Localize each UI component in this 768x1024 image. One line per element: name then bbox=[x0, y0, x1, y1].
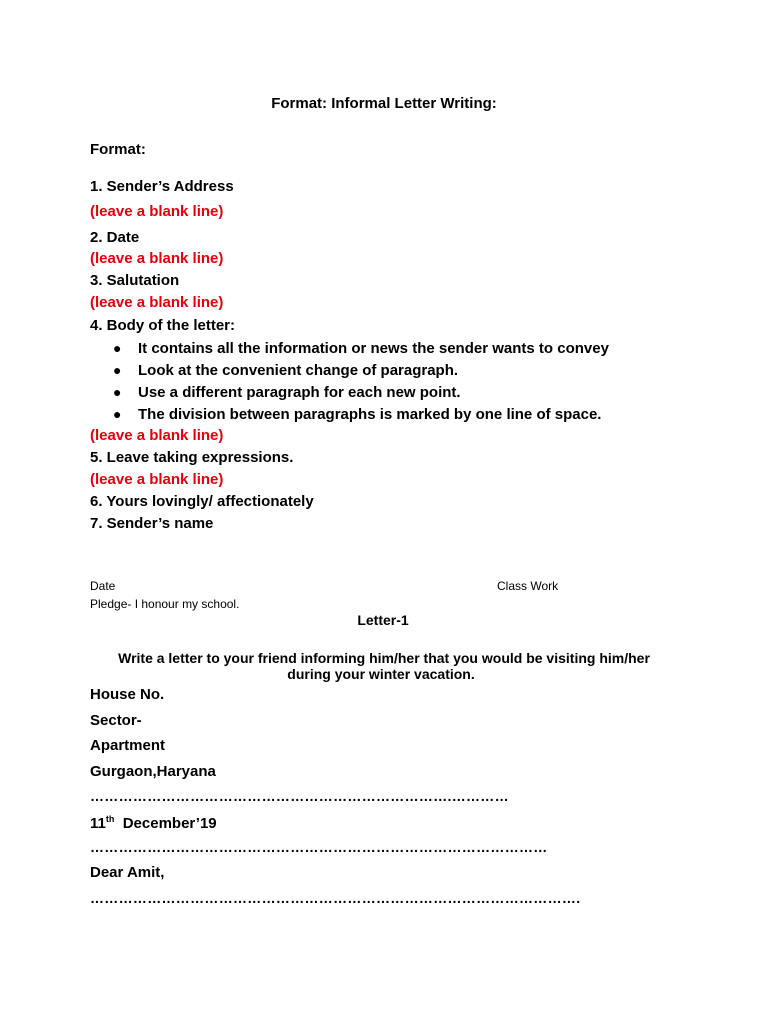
pledge-text: Pledge- I honour my school. bbox=[90, 597, 240, 611]
address-line: House No. bbox=[90, 686, 165, 703]
dotted-line: …………………………………………………………………………………………. bbox=[90, 891, 581, 905]
step-date: 2. Date bbox=[90, 229, 140, 246]
blank-line-note: (leave a blank line) bbox=[90, 294, 224, 311]
step-body-of-letter: 4. Body of the letter: bbox=[90, 317, 236, 334]
blank-line-note: (leave a blank line) bbox=[90, 471, 224, 488]
date-month-year: December’19 bbox=[122, 815, 217, 832]
blank-line-note: (leave a blank line) bbox=[90, 203, 224, 220]
bullet-dot-icon: ● bbox=[113, 406, 122, 422]
bullet-dot-icon: ● bbox=[113, 384, 122, 400]
dotted-line: …………………………………………………………………………………… bbox=[90, 840, 548, 854]
bullet-text: It contains all the information or news the sender wants to convey bbox=[138, 340, 609, 357]
address-line: Apartment bbox=[90, 737, 166, 754]
address-line: Sector- bbox=[90, 712, 142, 729]
page-title: Format: Informal Letter Writing: bbox=[271, 95, 497, 112]
class-work-label: Class Work bbox=[497, 579, 559, 593]
address-line: Gurgaon,Haryana bbox=[90, 763, 216, 780]
format-heading: Format: bbox=[90, 141, 146, 158]
date-label: Date bbox=[90, 579, 116, 593]
step-leave-taking: 5. Leave taking expressions. bbox=[90, 449, 294, 466]
letter-date bbox=[90, 815, 217, 831]
step-senders-address: 1. Sender’s Address bbox=[90, 178, 234, 195]
step-yours-lovingly: 6. Yours lovingly/ affectionately bbox=[90, 493, 314, 510]
bullet-dot-icon: ● bbox=[113, 340, 122, 356]
date-ordinal-suffix: th bbox=[105, 814, 115, 824]
letter-title: Letter-1 bbox=[357, 612, 409, 628]
date-day: 11 bbox=[90, 815, 106, 832]
question-line-1: Write a letter to your friend informing him/her that you would be visiting him/her bbox=[118, 650, 650, 666]
blank-line-note: (leave a blank line) bbox=[90, 427, 224, 444]
question-line-2: during your winter vacation. bbox=[287, 666, 475, 682]
step-senders-name: 7. Sender’s name bbox=[90, 515, 214, 532]
bullet-text: The division between paragraphs is marked by one line of space. bbox=[138, 406, 602, 423]
step-salutation: 3. Salutation bbox=[90, 272, 180, 289]
dotted-line: ………………………………………………………………….………… bbox=[90, 789, 509, 803]
salutation: Dear Amit, bbox=[90, 864, 165, 881]
bullet-dot-icon: ● bbox=[113, 362, 122, 378]
bullet-text: Use a different paragraph for each new point. bbox=[138, 384, 461, 401]
blank-line-note: (leave a blank line) bbox=[90, 250, 224, 267]
bullet-text: Look at the convenient change of paragraph. bbox=[138, 362, 459, 379]
